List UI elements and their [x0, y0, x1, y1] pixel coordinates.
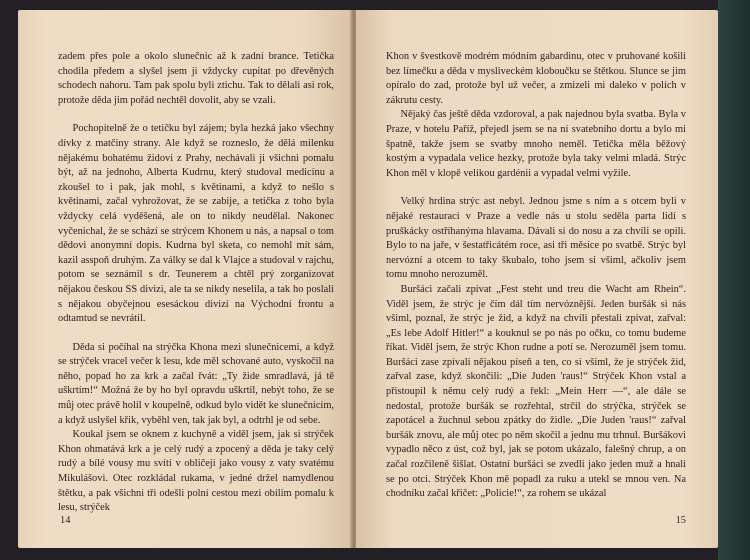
book-cover-edge [718, 0, 750, 560]
paragraph: Děda si počíhal na strýčka Khona mezi slunečnicemi, a když se strýček vracel večer k lesu, kde měl schované auto, vyskočil na něho, popad ho za krk a začal řvát: „Ty žide smradlavá, já tě uškrtím!“ Možná že by ho byl opravdu uškrtil, nebýt toho, že se můj otec právě holil v koupelně, odkud bylo vidět ke slunečnicím, a když uslyšel křik, vyběhl ven, tak jak byl, a odtrhl je od sebe. [58, 341, 334, 426]
paragraph: Nějaký čas ještě děda vzdoroval, a pak najednou byla svatba. Byla v Praze, v hotelu Paříž, přejedl jsem se na ní svatebního dortu a bylo mi špatně, takže jsem se svatby mnoho neměl. Tetička měla běžový kostým a vypadala velice hezky, protože byla taky velmi mladá. Strýc Khon měl v klopě velikou gardénii a vypadal velmi vyžile. [386, 109, 686, 179]
paragraph: zadem přes pole a okolo slunečnic až k zadní brance. Tetička chodila předem a slyšel jsem ji vždycky cupitat po dřevěných schodech nahoru. Tam pak spolu byli ztichu. Tak to dělali asi rok, protože děda jim pořád nechtěl dovolit, aby se vzali. [58, 51, 334, 106]
paragraph: Velký hrdina strýc ast nebyl. Jednou jsme s ním a s otcem byli v nějaké restauraci v Praze a vedle nás u stolu seděla parta lidí s pruškácky ostříhanýma hlavama. Dávali si do nosu a za chvíli se opili. Bylo to na jaře, v šestatřicátém roce, asi tři měsíce po svatbě. Strýc byl nervózní a otcem to taky škubalo, toho jsem si všiml, ačkoliv jsem tomu mnoho nerozuměl. [386, 196, 686, 281]
paragraph: Koukal jsem se oknem z kuchyně a viděl jsem, jak si strýček Khon ohmatává krk a je celý rudý a zpocený a děda je taky celý rudý a bílé vousy mu svítí v obličeji jako vousy z vaty svatému Mikulášovi. Otec rozkládal rukama, v jedné držel namydlenou štětku, a pak všichni tři odešli polní cestou mezi obilím pomalu k lesu, strýček [58, 429, 334, 514]
left-page [18, 10, 352, 548]
page-number: 14 [60, 515, 71, 526]
right-page [356, 10, 718, 548]
paragraph: Khon v švestkově modrém módním gabardinu, otec v pruhované košili bez límečku a děda v mysliveckém kloboučku se štětkou. Slunce se jim opíralo do zad, protože byl už večer, a zmizeli mi daleko v polích v zákrutu cesty. [386, 51, 686, 106]
right-page-text [386, 50, 686, 502]
paragraph: Buršáci začali zpívat „Fest steht und treu die Wacht am Rhein“. Viděl jsem, že strýc je čím dál tím nervóznější. Jeden buršák si nás všiml, poznal, že strýc je žid, a když na chvíli přestali zpívat, zařval: „Es lebe Adolf Hitler!“ a kouknul se po nás po očku, co tomu budeme říkat. Viděl jsem, že strýc Khon rudne a potí se. Nerozuměl jsem tomu. Buršáci zase zpívali nějakou píseň a ten, co si všiml, že je strýček žid, zařval zase, když skončili: „Die Juden 'raus!“ Strýček Khon vstal a přistoupil k němu celý rudý a řekl: „Mein Herr —“, ale dále se nedostal, protože buršák se rozřehtal, strčil do strýčka, strýček se zapotácel a žuchnul sebou zpátky do židle. „Die Juden 'raus!“ zařval buršák znovu, ale můj otec po něm skočil a jednu mu trhnul. Buršákovi vypadlo něco z úst, což byl, jak se potom ukázalo, falešný chrup, a on začal rozčileně šišlat. Ostatní buršáci se zvedli jako jeden muž a hnali se po otci. Strýček Khon mě popadl za ruku a utekl se mnou ven. Na chodníku začal křičet: „Policie!“, za rohem se ukázal [386, 283, 686, 500]
paragraph: Pochopitelně že o tetičku byl zájem; byla hezká jako všechny dívky z matčiny strany. Ale když se rozneslo, že dělá milenku nějakému bohatému židovi z Prahy, nechávali ji všichni pomalu být, až na jednoho, Alberta Kudrnu, který studoval medicínu a zkoušel to i pak, jak mohl, s květinami, a když to nešlo s květinami, začal vyhrožovat, že se zabije, a tetička z toho byla vždycky celá vyděšená, ale on to nikdy neudělal. Nakonec vyčenichal, že se schází se strýcem Khonem u nás, a napsal o tom dědovi anonymní dopis. Kudrna byl sketa, co nemohl mít sám, kazil asspoň druhým. Za války se dal k Vlajce a studoval v rajchu, potom se seznámil s dr. Teunerem a chtěl prý zorganizovat nějakou českou SS divizi, ale ta se nikdy neselila, a tak ho poslali s nějakou obyčejnou esesáckou divizí na Východní frontu a odtamtud se nevrátil. [58, 123, 334, 325]
left-page-text [58, 50, 334, 516]
page-number: 15 [675, 515, 686, 526]
